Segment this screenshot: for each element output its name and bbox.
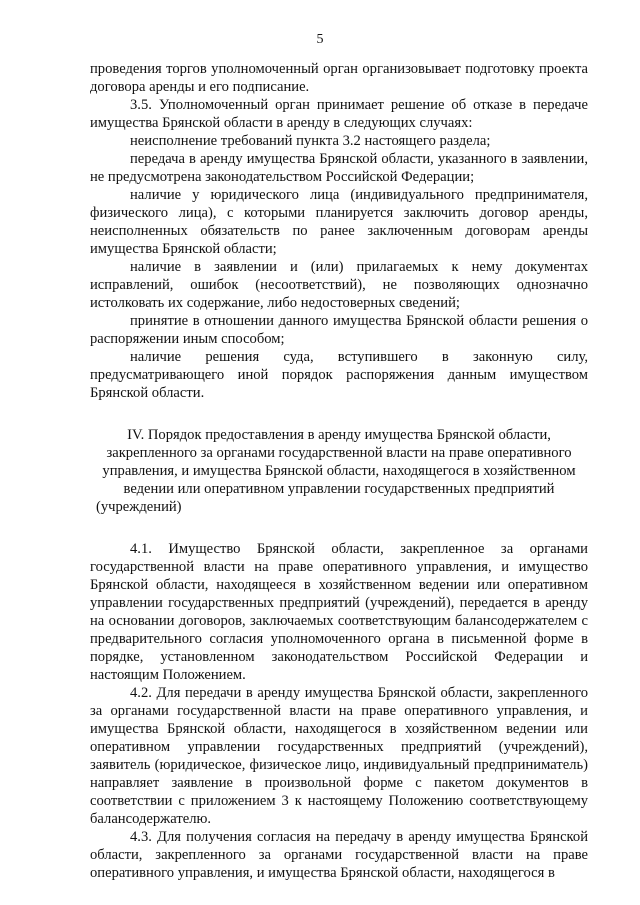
paragraph-4-2: 4.2. Для передачи в аренду имущества Брянской области, закрепленного за органами государственной власти на праве оперативного управления, и имущества Брянской области, находящегося в хозяйственном ведении или оперативном управлении государственных предприятий (учреждений), заявитель (юридическое, физическое лицо, индивидуальный предприниматель) направляет заявление в произвольной форме с пакетом документов в соответствии с приложением 3 к настоящему Положению соответствующему балансодержателю. bbox=[90, 685, 588, 827]
section-heading: IV. Порядок предоставления в аренду имущества Брянской области, закрепленного за органами государственной власти на праве оперативного управления, и имущества Брянской области, находящегося в хозяйственном ведении или оперативном управлении государственных предприятий (учреждений) bbox=[96, 427, 576, 515]
list-item: неисполнение требований пункта 3.2 настоящего раздела; bbox=[130, 133, 491, 149]
paragraph-4-1: 4.1. Имущество Брянской области, закрепленное за органами государственной власти на праве оперативного управления, и имущество Брянской области, находящееся в хозяйственном ведении или оперативном управлении государственных предприятий (учреждений), передается в аренду на основании договоров, заключаемых соответствующим балансодержателем с предварительного согласия уполномоченного органа в письменной форме в порядке, установленном законодательством Российской Федерации и настоящим Положением. bbox=[90, 541, 588, 683]
section-4-body bbox=[90, 540, 588, 882]
list-item: наличие решения суда, вступившего в законную силу, предусматривающего иной порядок распоряжения данным имуществом Брянской области. bbox=[90, 349, 588, 401]
section-3-continuation bbox=[90, 60, 588, 402]
list-item: принятие в отношении данного имущества Брянской области решения о распоряжении иным способом; bbox=[90, 313, 588, 347]
list-item: наличие у юридического лица (индивидуального предпринимателя, физического лица), с которыми планируется заключить договор аренды, неисполненных обязательств по ранее заключенным договорам аренды имущества Брянской области; bbox=[90, 187, 588, 257]
page-number: 5 bbox=[316, 32, 324, 47]
paragraph: проведения торгов уполномоченный орган организовывает подготовку проекта договора аренды и его подписание. bbox=[90, 61, 588, 95]
paragraph-4-3: 4.3. Для получения согласия на передачу в аренду имущества Брянской области, закрепленного за органами государственной власти на праве оперативного управления, и имущества Брянской области, находящегося в bbox=[90, 829, 588, 881]
list-item: передача в аренду имущества Брянской области, указанного в заявлении, не предусмотрена законодательством Российской Федерации; bbox=[90, 151, 588, 185]
list-item: наличие в заявлении и (или) прилагаемых к нему документах исправлений, ошибок (несоответствий), не позволяющих однозначно истолковать их содержание, либо недостоверных сведений; bbox=[90, 259, 588, 311]
paragraph-3-5: 3.5. Уполномоченный орган принимает решение об отказе в передаче имущества Брянской области в аренду в следующих случаях: bbox=[90, 97, 588, 131]
document-body bbox=[90, 60, 588, 882]
